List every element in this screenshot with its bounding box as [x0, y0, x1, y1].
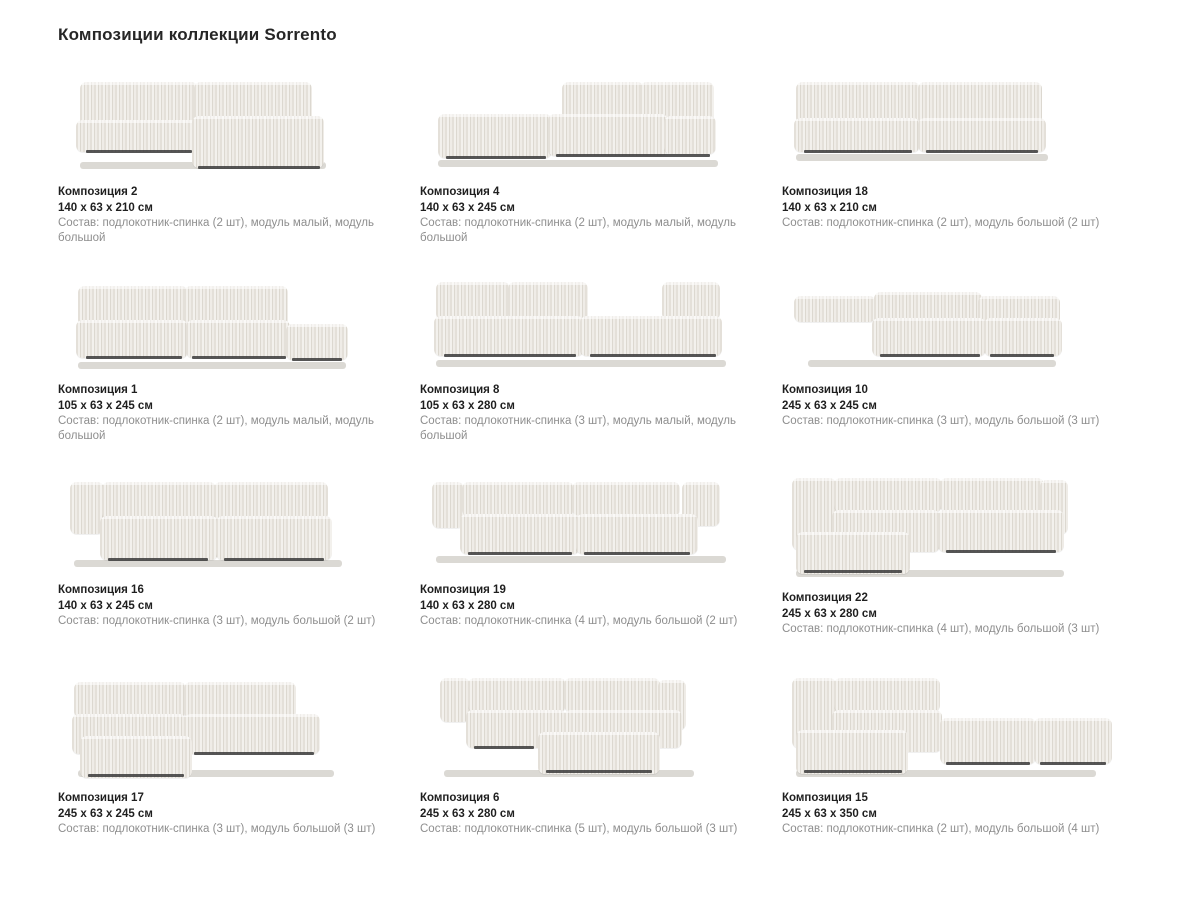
composition-image-8 [420, 262, 782, 380]
composition-name: Композиция 17 [58, 792, 144, 804]
composition-dimensions: 245 x 63 x 280 см [420, 808, 515, 820]
composition-dimensions: 245 x 63 x 280 см [782, 608, 877, 620]
composition-card[interactable] [58, 662, 420, 862]
composition-card[interactable] [420, 262, 782, 462]
composition-image-1 [58, 262, 420, 380]
composition-dimensions: 245 x 63 x 350 см [782, 808, 877, 820]
composition-name: Композиция 15 [782, 792, 868, 804]
composition-card[interactable] [58, 262, 420, 462]
composition-name: Композиция 19 [420, 584, 506, 596]
composition-modules: Состав: подлокотник-спинка (5 шт), модуль большой (3 шт) [420, 823, 738, 835]
composition-modules: Состав: подлокотник-спинка (3 шт), модуль большой (3 шт) [58, 823, 376, 835]
composition-caption [420, 184, 782, 246]
composition-card[interactable] [782, 62, 1150, 262]
composition-card[interactable] [58, 62, 420, 262]
composition-name: Композиция 22 [782, 592, 868, 604]
composition-caption [58, 790, 420, 837]
composition-caption [58, 184, 420, 246]
composition-caption [420, 582, 782, 629]
composition-dimensions: 245 x 63 x 245 см [58, 808, 153, 820]
composition-card[interactable] [420, 62, 782, 262]
composition-dimensions: 105 x 63 x 280 см [420, 400, 515, 412]
composition-caption [782, 382, 1150, 429]
composition-card[interactable] [420, 462, 782, 662]
composition-image-22 [782, 462, 1150, 580]
composition-caption [58, 582, 420, 629]
composition-image-10 [782, 262, 1150, 380]
composition-image-18 [782, 62, 1150, 180]
composition-name: Композиция 2 [58, 186, 138, 198]
composition-name: Композиция 8 [420, 384, 500, 396]
composition-modules: Состав: подлокотник-спинка (2 шт), модуль малый, модуль большой [58, 415, 374, 442]
composition-image-4 [420, 62, 782, 180]
composition-image-2 [58, 62, 420, 180]
composition-card[interactable] [782, 262, 1150, 462]
composition-caption [782, 790, 1150, 837]
composition-caption [420, 382, 782, 444]
composition-image-6 [420, 662, 782, 780]
composition-image-17 [58, 662, 420, 780]
composition-dimensions: 245 x 63 x 245 см [782, 400, 877, 412]
composition-image-15 [782, 662, 1150, 780]
composition-modules: Состав: подлокотник-спинка (3 шт), модуль большой (3 шт) [782, 415, 1100, 427]
composition-modules: Состав: подлокотник-спинка (4 шт), модуль большой (3 шт) [782, 623, 1100, 635]
composition-caption [58, 382, 420, 444]
composition-dimensions: 105 x 63 x 245 см [58, 400, 153, 412]
composition-dimensions: 140 x 63 x 280 см [420, 600, 515, 612]
composition-caption [782, 590, 1150, 637]
composition-name: Композиция 10 [782, 384, 868, 396]
composition-dimensions: 140 x 63 x 245 см [420, 202, 515, 214]
composition-card[interactable] [58, 462, 420, 662]
composition-dimensions: 140 x 63 x 210 см [58, 202, 153, 214]
composition-card[interactable] [782, 662, 1150, 862]
composition-grid [58, 62, 1150, 862]
composition-modules: Состав: подлокотник-спинка (2 шт), модуль малый, модуль большой [420, 217, 736, 244]
composition-modules: Состав: подлокотник-спинка (3 шт), модуль малый, модуль большой [420, 415, 736, 442]
composition-image-16 [58, 462, 420, 580]
composition-modules: Состав: подлокотник-спинка (2 шт), модуль малый, модуль большой [58, 217, 374, 244]
composition-name: Композиция 4 [420, 186, 500, 198]
composition-modules: Состав: подлокотник-спинка (2 шт), модуль большой (2 шт) [782, 217, 1100, 229]
composition-caption [782, 184, 1150, 231]
composition-name: Композиция 6 [420, 792, 500, 804]
composition-name: Композиция 16 [58, 584, 144, 596]
composition-modules: Состав: подлокотник-спинка (4 шт), модуль большой (2 шт) [420, 615, 738, 627]
composition-dimensions: 140 x 63 x 210 см [782, 202, 877, 214]
composition-image-19 [420, 462, 782, 580]
composition-name: Композиция 1 [58, 384, 138, 396]
composition-dimensions: 140 x 63 x 245 см [58, 600, 153, 612]
page-title: Композиции коллекции Sorrento [58, 25, 337, 44]
composition-modules: Состав: подлокотник-спинка (2 шт), модуль большой (4 шт) [782, 823, 1100, 835]
composition-modules: Состав: подлокотник-спинка (3 шт), модуль большой (2 шт) [58, 615, 376, 627]
composition-card[interactable] [420, 662, 782, 862]
composition-caption [420, 790, 782, 837]
composition-name: Композиция 18 [782, 186, 868, 198]
composition-card[interactable] [782, 462, 1150, 662]
